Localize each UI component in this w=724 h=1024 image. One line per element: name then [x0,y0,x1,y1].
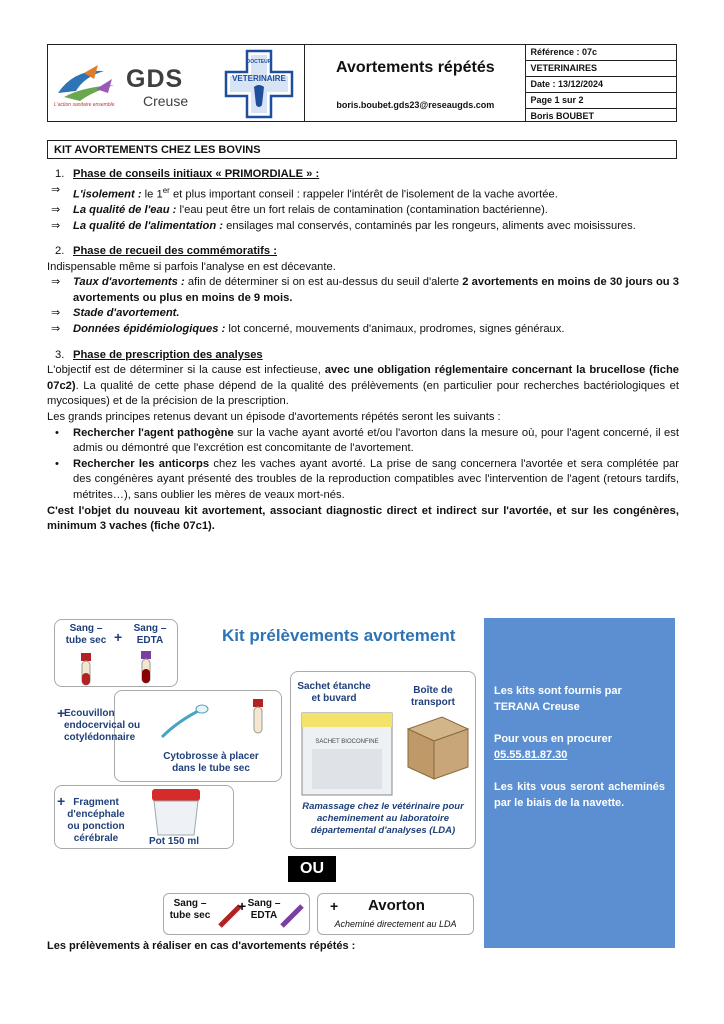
logos-cell [48,45,305,121]
bullet-icon: • [55,426,59,439]
sang-tube-sec-label: Sang – tube sec [169,898,211,921]
pot-icon [146,789,206,837]
sang-tube-sec-label: Sang – tube sec [65,623,107,646]
main-content [47,164,679,535]
item-key: La qualité de l'eau : [73,203,177,216]
sachet-icon [298,709,396,799]
category-field: VETERINAIRES [526,61,676,77]
arrow-icon: ⇒ [51,323,61,336]
author-field: Boris BOUBET [530,111,594,121]
avorton-label: Avorton [368,897,425,914]
list-item [47,426,679,457]
phase1-number: 1. [55,168,65,180]
vet-logo-text: VETERINAIRE [232,74,286,83]
item-key: Stade d'avortement. [73,307,180,320]
plus-icon: + [57,793,66,809]
phase3-bold: avec une obligation réglementaire concernant la brucellose (fiche 07c2) [47,364,680,392]
boite-label: Boîte de transport [411,685,455,708]
red-tube-icon [76,653,96,687]
phase2-label: Phase de recueil des commémoratifs : [73,245,277,258]
item-bold: 2 avortements en moins de 30 jours ou 3 avortements ou plus en moins de 9 mois. [73,276,680,304]
phase3-heading [47,348,679,364]
avorton-box [317,893,474,935]
plus-icon: + [238,898,247,914]
bullet-key: Rechercher l'agent pathogène [73,426,234,439]
arrow-icon: ⇒ [51,219,61,232]
kit-title: Kit prélèvements avortement [222,626,456,645]
kits-supplier: Les kits sont fournis par TERANA Creuse [494,685,622,713]
phase3-conclusion: C'est l'objet du nouveau kit avortement, associant diagnostic direct et indirect sur l'avortée, et sur les congénères, minimum 3 vaches (fiche 07c1). [47,504,679,533]
item-key: La qualité de l'alimentation : [73,219,223,232]
item-key: L'isolement : [73,188,142,201]
item-text: l'eau peut être un fort relais de contamination (contamination bactérienne). [176,203,548,216]
arrow-icon: ⇒ [51,183,61,196]
bullet-key: Rechercher les anticorps [73,457,210,470]
phase1-label: Phase de conseils initiaux « PRIMORDIALE » : [73,168,320,180]
list-item [47,219,679,235]
cytobrosse-label: Cytobrosse à placer dans le tube sec [163,751,259,774]
bottom-blood-box [163,893,310,935]
kits-obtain-label: Pour vous en procurer [494,733,612,745]
fragment-label: Fragment d'encéphale ou ponction cérébrale [67,797,125,844]
phase3-number: 3. [55,348,65,361]
sang-edta-label: Sang – EDTA [247,898,281,921]
item-key: Taux d'avortements : [73,276,185,289]
phase2-number: 2. [55,245,65,258]
document-title: Avortements répétés [336,59,495,76]
reference-field: Référence : 07c [526,45,676,61]
date-field: Date : 13/12/2024 [526,77,676,93]
phase3-paragraph [47,363,679,410]
item-text: et plus important conseil : rappeler l'intérêt de l'isolement de la vache avortée. [169,188,558,201]
purple-tube-icon [278,900,308,930]
ecouvillon-label: Ecouvillon endocervical ou cotylédonnaire [64,708,141,743]
item-key: Données épidémiologiques : [73,323,226,336]
phase1-heading [47,167,679,183]
document-header [47,44,677,122]
bullet-text: sur la vache ayant avorté et/ou l'avorton dans la mesure où, pour l'agent concerné, il est admis ou démontré que l'excrétion est concomitante de l'avortement. [73,426,679,455]
gds-logo-creuse: Creuse [143,93,189,109]
bullet-icon: • [55,457,59,470]
list-item [47,275,679,306]
section-title: KIT AVORTEMENTS CHEZ LES BOVINS [47,140,677,159]
item-text: afin de déterminer si on est au-dessus du seuil d'alerte [184,276,463,289]
kits-delivery: Les kits vous seront acheminés par le biais de la navette. [494,781,665,809]
title-cell [305,45,526,121]
bullet-text: chez les vaches ayant avorté. La prise de sang concernera l'avortée et sera complétée par des congénères ayant présenté des troubles de la reproduction compatibles avec l'intervention de l'agent (retours tardifs, métrites…), sans oublier les mères de veaux mort-nés. [73,457,679,502]
final-heading: Les prélèvements à réaliser en cas d'avortements répétés : [47,940,356,952]
phase3-text: L'objectif est de déterminer si la cause est infectieuse, [47,364,325,377]
arrow-icon: ⇒ [51,276,61,289]
item-text: ensilages mal conservés, contaminés par les rongeurs, aliments avec moisissures. [222,219,636,232]
list-item [47,457,679,504]
arrow-icon: ⇒ [51,203,61,216]
item-sup: er [162,185,170,195]
plus-icon: + [330,898,339,914]
phase2-intro: Indispensable même si parfois l'analyse en est décevante. [47,260,336,273]
gds-logo-text: GDS [126,65,184,93]
sachet-label: Sachet étanche et buvard [297,681,371,704]
list-item [47,322,679,338]
gds-swoosh-logo [54,63,124,103]
kits-info-panel [484,618,675,948]
gds-tagline: L'action sanitaire ensemble [54,102,115,108]
vet-logo-top-text: DOCTEUR [246,59,272,65]
phase3-principles: Les grands principes retenus devant un épisode d'avortements répétés seront les suivants : [47,411,501,424]
meta-cell [526,45,676,121]
phone-link[interactable]: 05.55.81.87.30 [494,749,568,761]
pot-label: Pot 150 ml [148,836,200,847]
arrow-icon: ⇒ [51,307,61,320]
purple-tube-icon [136,651,156,685]
kits-obtain [494,731,665,763]
list-item [47,183,679,203]
list-item [47,203,679,219]
veterinaire-cross-logo [224,49,294,119]
phase2-heading [47,244,679,260]
ou-badge: OU [288,856,336,882]
sang-edta-label: Sang – EDTA [133,623,167,646]
phase3-text: . La qualité de cette phase dépend de la qualité des prélèvements (en particulier pour recherches bactériologiques et mycosiques) et de la précision de la prescription. [47,379,679,408]
plus-icon: + [114,629,123,645]
plus-icon: + [57,705,66,721]
boite-icon [402,709,472,785]
kit-figure [50,617,482,849]
avorton-sublabel: Acheminé directement au LDA [334,919,457,929]
phase3-label: Phase de prescription des analyses [73,348,263,361]
item-text: lot concerné, mouvements d'animaux, prodromes, signes généraux. [225,323,565,336]
bag-label-text: SACHET BIOCONFINE [315,739,379,745]
item-text: le 1 [141,188,163,201]
sample-tube-icon [248,699,268,735]
page-field: Page 1 sur 2 [526,93,676,109]
list-item [47,306,679,322]
ramassage-label: Ramassage chez le vétérinaire pour acheminement au laboratoire départemental d'analyses (LDA) [302,801,464,836]
swab-icon [158,701,210,741]
author-email[interactable]: boris.boubet.gds23@reseaugds.com [336,100,495,110]
